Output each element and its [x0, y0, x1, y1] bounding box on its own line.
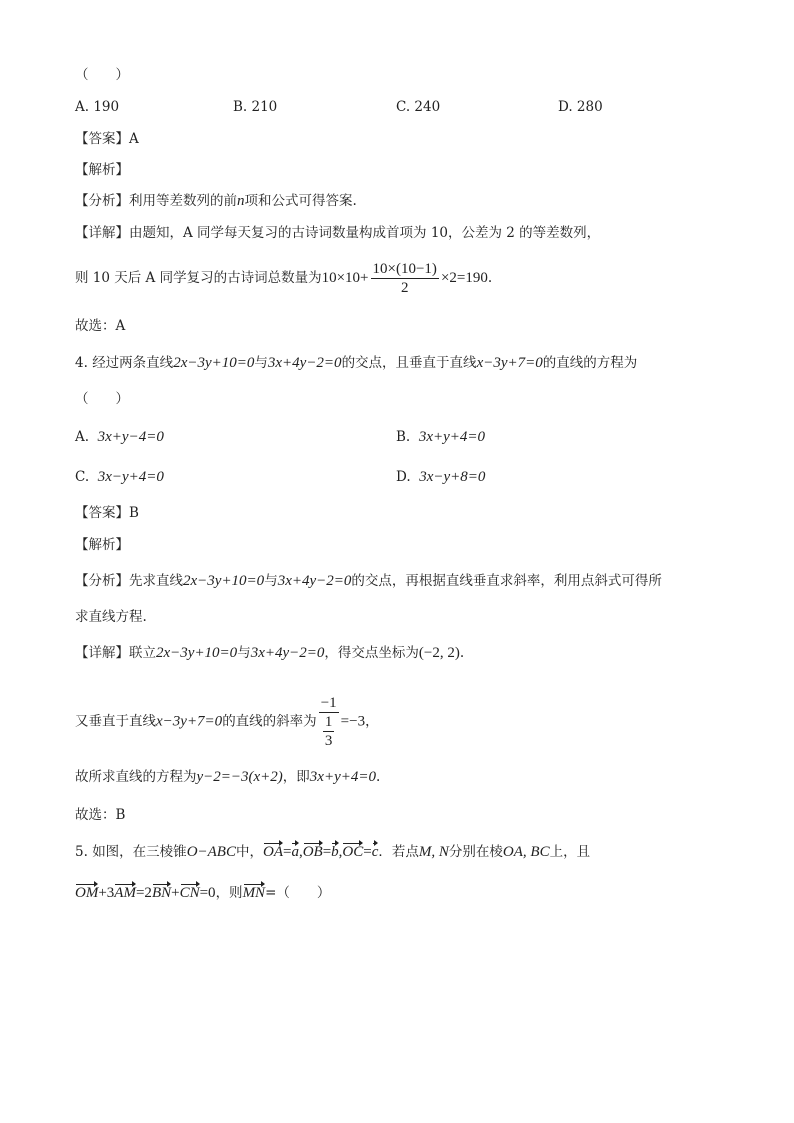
q3-fenxi: 【分析】利用等差数列的前n项和公式可得答案. — [75, 193, 357, 209]
q4-xuan: 故选：B — [75, 807, 126, 823]
q4-option-b: B. 3x+y+4=0 — [396, 429, 485, 445]
vector-b: b — [331, 844, 339, 860]
q4-fenxi: 【分析】先求直线2x−3y+10=0与3x+4y−2=0的交点，再根据直线垂直求斜率，利用点斜式可得所 — [75, 573, 662, 589]
vector-am: AM — [114, 885, 136, 901]
q3-fraction: $\frac{10\times(10-1)}{2}$ — [372, 261, 437, 296]
q3-option-b: B. 210 — [233, 99, 278, 115]
q3-option-c: C. 240 — [396, 99, 441, 115]
vector-c: c — [371, 844, 379, 860]
q5-stem: 5. 如图，在三棱锥O−ABC中，OA=a,OB=b,OC=c．若点M, N分别在棱OA, BC上，且 — [75, 844, 591, 860]
q4-slope-line: 又垂直于直线x−3y+7=0的直线的斜率为 $\frac{-1}{\frac{1}{3}}$ =−3， — [75, 695, 379, 749]
vector-om: OM — [75, 885, 99, 901]
q4-final: 故所求直线的方程为y−2=−3(x+2)，即3x+y+4=0. — [75, 769, 381, 785]
q3-answer: 【答案】A — [75, 131, 139, 147]
q4-option-a: A. 3x+y−4=0 — [75, 429, 164, 445]
vector-ob: OB — [302, 844, 323, 860]
q3-jiexi: 【解析】 — [75, 162, 129, 178]
q4-fenxi-cont: 求直线方程. — [75, 609, 147, 625]
q4-xiangjie: 【详解】联立2x−3y+10=0与3x+4y−2=0，得交点坐标为(−2, 2). — [75, 645, 465, 661]
q4-stem: 4. 经过两条直线2x−3y+10=0与3x+4y−2=0的交点，且垂直于直线x−3y+7=0的直线的方程为 — [75, 355, 638, 371]
q3-xuan: 故选：A — [75, 318, 126, 334]
q4-slope-fraction: $\frac{-1}{\frac{1}{3}}$ — [320, 695, 337, 749]
q3-paren: （ ） — [75, 67, 129, 83]
q5-condition: OM+3AM=2BN+CN=0，则MN=（ ） — [75, 885, 331, 901]
q4-jiexi: 【解析】 — [75, 537, 129, 553]
q4-paren: （ ） — [75, 391, 129, 407]
vector-oc: OC — [342, 844, 364, 860]
q4-option-d: D. 3x−y+8=0 — [396, 469, 486, 485]
vector-a: a — [291, 844, 299, 860]
q3-option-d: D. 280 — [558, 99, 603, 115]
q3-total-line: 则 10 天后 A 同学复习的古诗词总数量为10×10+ $\frac{10\times(10-1)}{2}$ ×2=190. — [75, 261, 493, 296]
vector-cn: CN — [179, 885, 200, 901]
q4-answer: 【答案】B — [75, 505, 139, 521]
q3-xiangjie: 【详解】由题知，A 同学每天复习的古诗词数量构成首项为 10，公差为 2 的等差数列， — [75, 225, 601, 241]
q4-option-c: C. 3x−y+4=0 — [75, 469, 164, 485]
q3-option-a: A. 190 — [75, 99, 120, 115]
vector-mn: MN — [242, 885, 266, 901]
vector-oa: OA — [262, 844, 283, 860]
vector-bn: BN — [151, 885, 172, 901]
